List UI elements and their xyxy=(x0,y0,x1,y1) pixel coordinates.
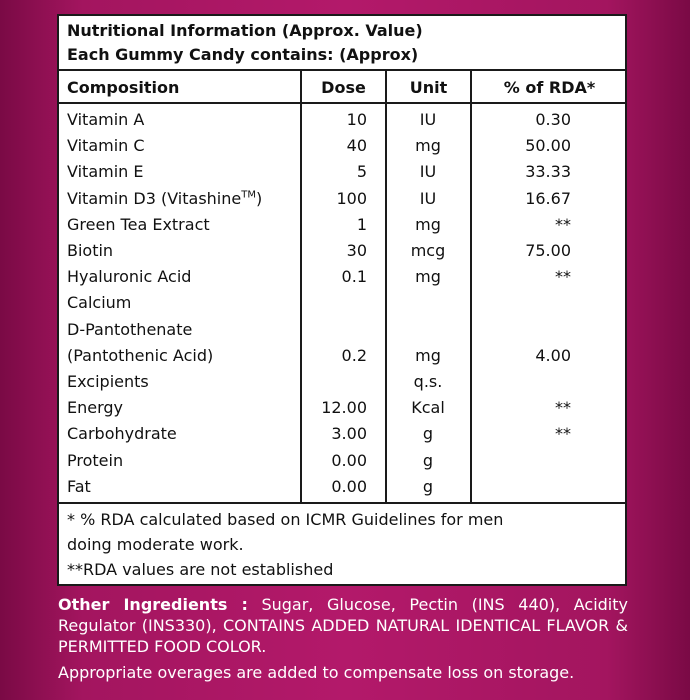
row-dose: 12.00 xyxy=(321,398,367,418)
row-unit: mg xyxy=(415,345,441,365)
divider-top xyxy=(59,69,625,71)
row-composition: D-Pantothenate xyxy=(67,319,193,339)
row-composition: Fat xyxy=(67,476,91,496)
row-composition: Protein xyxy=(67,450,124,470)
col-header-composition: Composition xyxy=(67,78,180,97)
row-unit: g xyxy=(422,476,434,496)
row-rda: 16.67 xyxy=(525,188,571,208)
row-unit: mg xyxy=(415,267,441,287)
row-composition: Green Tea Extract xyxy=(67,214,210,234)
row-composition: Vitamin E xyxy=(67,162,144,182)
row-dose: 3.00 xyxy=(331,424,367,444)
row-composition: Vitamin A xyxy=(67,110,145,129)
nutrition-panel xyxy=(57,14,627,586)
table-row xyxy=(59,424,625,450)
panel-subtitle: Each Gummy Candy contains: (Approx) xyxy=(67,45,419,64)
row-unit: mcg xyxy=(410,241,446,260)
row-dose: 0.1 xyxy=(341,267,367,287)
row-unit: IU xyxy=(419,110,437,129)
table-row xyxy=(59,320,625,346)
row-rda: 4.00 xyxy=(535,345,571,365)
row-composition: Vitamin D3 (Vitashine™) xyxy=(67,188,263,208)
col-header-unit: Unit xyxy=(409,78,448,97)
table-row xyxy=(59,398,625,424)
table-row xyxy=(59,136,625,162)
row-rda: ** xyxy=(555,267,571,287)
row-unit: mg xyxy=(415,136,441,156)
table-row xyxy=(59,162,625,188)
row-rda: ** xyxy=(555,214,571,234)
row-dose: 0.2 xyxy=(341,345,367,365)
row-dose: 100 xyxy=(336,188,367,208)
panel-title: Nutritional Information (Approx. Value) xyxy=(67,21,423,40)
row-unit: g xyxy=(422,424,434,444)
row-composition: Hyaluronic Acid xyxy=(67,267,192,287)
row-dose: 30 xyxy=(346,241,367,260)
table-row xyxy=(59,346,625,372)
table-row xyxy=(59,477,625,503)
row-unit: IU xyxy=(419,188,437,208)
row-dose: 5 xyxy=(356,162,367,182)
row-composition: Calcium xyxy=(67,293,132,313)
footnote-not-established: **RDA values are not established xyxy=(67,560,334,579)
row-rda: ** xyxy=(555,398,571,418)
table-row xyxy=(59,189,625,215)
other-ingredients-label: Other Ingredients : xyxy=(58,595,248,614)
row-composition: Energy xyxy=(67,398,124,418)
row-rda: ** xyxy=(555,424,571,444)
col-header-rda: % of RDA* xyxy=(503,78,596,97)
table-row xyxy=(59,267,625,293)
table-row xyxy=(59,110,625,136)
other-ingredients xyxy=(58,594,628,657)
table-row xyxy=(59,215,625,241)
row-rda: 50.00 xyxy=(525,136,571,156)
footnote-rda-basis: * % RDA calculated based on ICMR Guidelines for men xyxy=(67,510,504,529)
row-composition: Excipients xyxy=(67,372,149,391)
row-composition: (Pantothenic Acid) xyxy=(67,345,214,365)
row-unit: q.s. xyxy=(413,372,443,391)
footnote-rda-basis-cont: doing moderate work. xyxy=(67,535,244,554)
table-row xyxy=(59,372,625,398)
other-ingredients-text: Sugar, Glucose, Pectin (INS 440), Acidity Regulator (INS330), CONTAINS ADDED NATURAL IDENTICAL FLAVOR & PERMITTED FOOD COLOR. xyxy=(58,595,628,656)
row-rda: 33.33 xyxy=(525,162,571,182)
row-dose: 0.00 xyxy=(331,476,367,496)
table-row xyxy=(59,451,625,477)
row-dose: 10 xyxy=(346,110,367,129)
table-row xyxy=(59,241,625,267)
row-dose: 40 xyxy=(346,136,367,156)
row-unit: g xyxy=(422,450,434,470)
row-composition: Vitamin C xyxy=(67,136,145,156)
row-dose: 1 xyxy=(356,214,367,234)
row-composition: Biotin xyxy=(67,241,114,260)
row-unit: Kcal xyxy=(411,398,445,418)
row-rda: 0.30 xyxy=(535,110,571,129)
row-rda: 75.00 xyxy=(525,241,571,260)
row-composition: Carbohydrate xyxy=(67,424,177,444)
overage-note: Appropriate overages are added to compensate loss on storage. xyxy=(58,663,575,682)
row-unit: IU xyxy=(419,162,437,182)
row-dose: 0.00 xyxy=(331,450,367,470)
row-unit: mg xyxy=(415,214,441,234)
divider-header xyxy=(59,102,625,104)
col-header-dose: Dose xyxy=(321,78,366,97)
table-row xyxy=(59,293,625,319)
